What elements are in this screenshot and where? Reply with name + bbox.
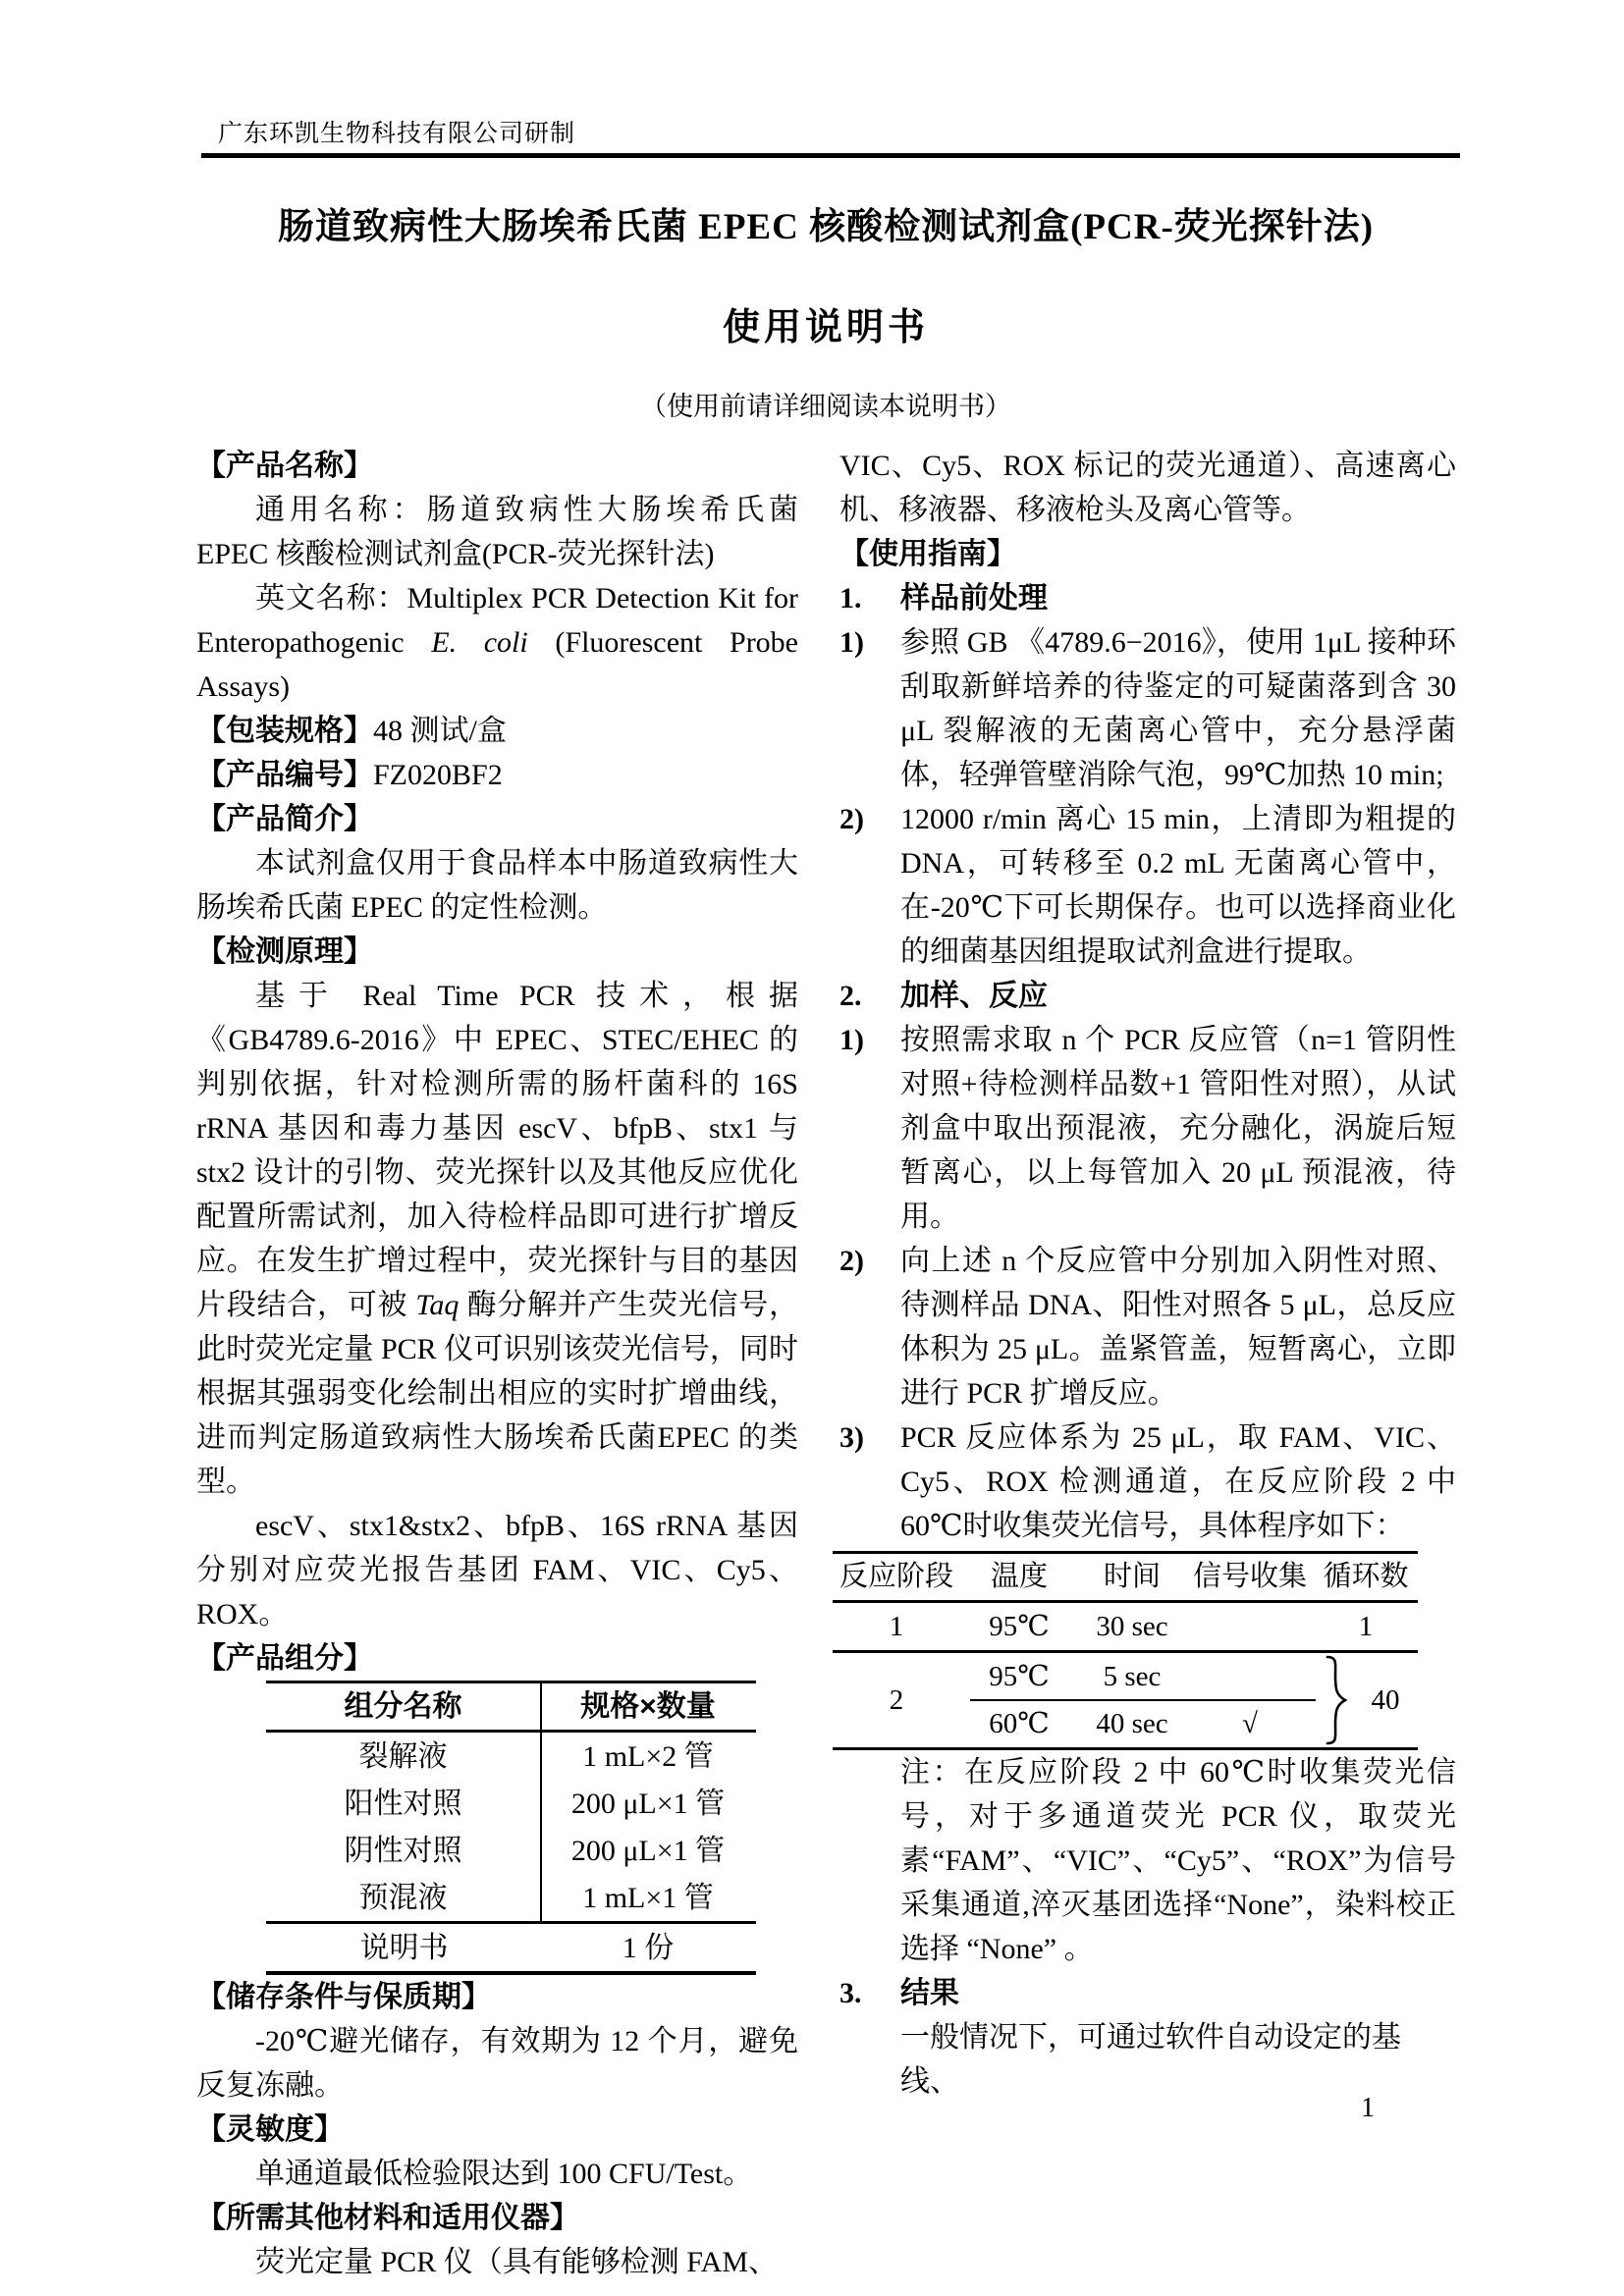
heading-product-code: 【产品编号】 xyxy=(196,759,373,791)
pcr-time-value: 30 sec xyxy=(1096,1610,1168,1642)
pcr-temp-value: 95℃ xyxy=(989,1660,1050,1692)
list-item-number: 2) xyxy=(839,1245,864,1277)
heading-sensitivity: 【灵敏度】 xyxy=(196,2113,344,2146)
principle-italic: Taq xyxy=(415,1289,460,1321)
heading-other-materials: 【所需其他材料和适用仪器】 xyxy=(196,2202,579,2234)
pcr-header-temp: 温度 xyxy=(990,1561,1048,1592)
para-results: 一般情况下，可通过软件自动设定的基线、 xyxy=(900,2021,1401,2098)
list-item xyxy=(839,797,1456,974)
heading-pack-spec: 【包装规格】 xyxy=(196,715,373,747)
page-number: 1 xyxy=(1361,2093,1375,2123)
section-results xyxy=(839,1971,1456,2015)
pcr-temp-value: 95℃ xyxy=(989,1610,1050,1642)
list-item-number: 1) xyxy=(839,626,864,659)
heading-components: 【产品组分】 xyxy=(196,1642,373,1675)
component-name: 说明书 xyxy=(359,1931,449,1964)
list-item xyxy=(839,620,1456,797)
left-column xyxy=(196,444,798,2284)
list-item-number: 1) xyxy=(839,1024,864,1056)
english-name-post: (Fluorescent Probe Assays) xyxy=(196,626,799,703)
pcr-program-table xyxy=(833,1551,1418,1750)
pcr-header-cycles: 循环数 xyxy=(1323,1561,1409,1592)
list-item-text: 12000 r/min 离心 15 min，上清即为粗提的 DNA，可转移至 0.2 mL 无菌离心管中，在-20℃下可长期保存。也可以选择商业化的细菌基因组提取试剂盒进行提取。 xyxy=(900,803,1456,968)
section-number: 2. xyxy=(839,980,862,1012)
right-column xyxy=(839,444,1456,2104)
component-spec: 200 μL×1 管 xyxy=(570,1787,726,1820)
pcr-table-stage-2 xyxy=(833,1653,1418,1747)
list-item-number: 3) xyxy=(839,1421,864,1454)
english-name-pre: 英文名称：Multiplex PCR Detection Kit for Enteropathogenic xyxy=(196,582,798,659)
list-item xyxy=(839,1415,1456,1548)
list-item-number: 2) xyxy=(839,803,864,835)
para-english-name xyxy=(196,576,798,709)
section-loading-reaction xyxy=(839,974,1456,1018)
pcr-cycles-value: 40 xyxy=(1371,1683,1400,1716)
component-name: 预混液 xyxy=(266,1874,542,1921)
para-generic-name: 通用名称：肠道致病性大肠埃希氏菌 EPEC 核酸检测试剂盒(PCR-荧光探针法) xyxy=(196,494,798,570)
components-table-header-row xyxy=(266,1683,756,1733)
component-spec: 200 μL×1 管 xyxy=(570,1834,726,1867)
table-row xyxy=(266,1780,756,1827)
components-table-footer-row xyxy=(266,1924,756,1971)
component-name: 阳性对照 xyxy=(266,1780,542,1827)
table-row xyxy=(266,1733,756,1780)
pcr-table-row-1 xyxy=(833,1603,1418,1653)
line-pack-spec xyxy=(196,709,798,753)
pcr-cycles-value: 1 xyxy=(1358,1610,1374,1642)
heading-product-name: 【产品名称】 xyxy=(196,450,373,482)
component-spec: 1 mL×1 管 xyxy=(582,1881,714,1914)
para-product-intro: 本试剂盒仅用于食品样本中肠道致病性大肠埃希氏菌 EPEC 的定性检测。 xyxy=(196,847,798,924)
para-gene-channels: escV、stx1&stx2、bfpB、16S rRNA 基因分别对应荧光报告基团 FAM、VIC、Cy5、ROX。 xyxy=(196,1510,798,1630)
section-sample-pretreatment xyxy=(839,576,1456,620)
section-number: 3. xyxy=(839,1977,862,2009)
para-other-materials: 荧光定量 PCR 仪（具有能够检测 FAM、 xyxy=(255,2246,779,2278)
components-header-spec: 规格×数量 xyxy=(580,1690,716,1723)
doc-subtitle: 使用说明书 xyxy=(722,307,929,348)
component-name: 阴性对照 xyxy=(266,1827,542,1874)
pcr-signal-value xyxy=(1186,1653,1314,1700)
pcr-time-value: 40 sec xyxy=(1096,1707,1168,1739)
pcr-signal-value xyxy=(1186,1603,1314,1650)
list-item-text: 向上述 n 个反应管中分别加入阴性对照、待测样品 DNA、阳性对照各 5 μL，总反应体积为 25 μL。盖紧管盖，短暂离心，立即进行 PCR 扩增反应。 xyxy=(900,1245,1456,1410)
table-row xyxy=(266,1827,756,1874)
pcr-signal-check: √ xyxy=(1242,1707,1258,1739)
pcr-stage2-subrow xyxy=(960,1700,1314,1747)
table-row xyxy=(266,1874,756,1924)
section-number: 1. xyxy=(839,582,862,614)
para-detection-principle xyxy=(196,974,798,1504)
list-item xyxy=(839,1239,1456,1415)
pcr-table-header-row xyxy=(833,1554,1418,1603)
principle-pre: 基于 Real Time PCR 技术，根据《GB4789.6-2016》中 EPEC、STEC/EHEC 的判别依据，针对检测所需的肠杆菌科的 16S rRNA 基因和毒力基因 escV、bfpB、stx1 与 stx2 设计的引物、荧光探针以及其他反应优化配置所需试剂，加入待检样品即可进行扩增反应。在发生扩增过程中，荧光探针与目的基因片段结合，可被 xyxy=(196,980,798,1321)
component-name: 裂解液 xyxy=(266,1733,542,1780)
section-label: 加样、反应 xyxy=(900,980,1048,1012)
pcr-temp-value: 60℃ xyxy=(989,1707,1050,1739)
value-product-code: FZ020BF2 xyxy=(373,759,503,791)
para-storage: -20℃避光储存，有效期为 12 个月，避免反复冻融。 xyxy=(196,2025,798,2102)
para-continuation: VIC、Cy5、ROX 标记的荧光通道）、高速离心机、移液器、移液枪头及离心管等。 xyxy=(839,450,1456,526)
english-name-italic: E. coli xyxy=(431,626,528,659)
component-spec: 1 mL×2 管 xyxy=(582,1739,714,1773)
pcr-time-value: 5 sec xyxy=(1103,1660,1162,1692)
list-item-text: PCR 反应体系为 25 μL，取 FAM、VIC、Cy5、ROX 检测通道，在反应阶段 2 中60℃时收集荧光信号，具体程序如下： xyxy=(900,1421,1456,1542)
principle-post: 酶分解并产生荧光信号，此时荧光定量 PCR 仪可识别该荧光信号，同时根据其强弱变化绘制出相应的实时扩增曲线，进而判定肠道致病性大肠埃希氏菌EPEC 的类型。 xyxy=(196,1289,799,1498)
list-item-text: 参照 GB 《4789.6−2016》，使用 1μL 接种环刮取新鲜培养的待鉴定的可疑菌落到含 30 μL 裂解液的无菌离心管中，充分悬浮菌体，轻弹管壁消除气泡，99℃加热 10 min; xyxy=(900,626,1456,791)
pcr-header-signal: 信号收集 xyxy=(1192,1561,1307,1592)
company-header: 广东环凯生物科技有限公司研制 xyxy=(218,121,576,147)
pcr-header-stage: 反应阶段 xyxy=(839,1561,953,1592)
heading-product-intro: 【产品简介】 xyxy=(196,803,373,835)
heading-detection-principle: 【检测原理】 xyxy=(196,935,373,968)
list-item-text: 按照需求取 n 个 PCR 反应管（n=1 管阴性对照+待检测样品数+1 管阳性对照），从试剂盒中取出预混液，充分融化，涡旋后短暂离心，以上每管加入 20 μL 预混液，待用。 xyxy=(900,1024,1456,1233)
header-rule xyxy=(201,153,1460,158)
pcr-stage-value: 1 xyxy=(889,1610,904,1642)
heading-usage-guide: 【使用指南】 xyxy=(839,538,1016,570)
doc-title: 肠道致病性大肠埃希氏菌 EPEC 核酸检测试剂盒(PCR-荧光探针法) xyxy=(277,207,1375,247)
component-spec: 1 份 xyxy=(622,1931,675,1964)
read-notice: （使用前请详细阅读本说明书） xyxy=(640,392,1011,421)
list-item xyxy=(839,1018,1456,1239)
components-table xyxy=(266,1681,756,1975)
section-label: 结果 xyxy=(900,1977,959,2009)
pcr-table-note: 注：在反应阶段 2 中 60℃时收集荧光信号，对于多通道荧光 PCR 仪，取荧光素“FAM”、“VIC”、“Cy5”、“ROX”为信号采集通道,淬灭基团选择“None”，染料校正选择 “None” 。 xyxy=(900,1756,1456,1965)
pcr-stage2-subrow xyxy=(960,1653,1314,1700)
section-label: 样品前处理 xyxy=(900,582,1048,614)
line-product-code xyxy=(196,753,798,797)
heading-storage: 【储存条件与保质期】 xyxy=(196,1981,491,2013)
pcr-header-time: 时间 xyxy=(1103,1561,1161,1592)
components-header-name: 组分名称 xyxy=(266,1683,542,1730)
para-sensitivity: 单通道最低检验限达到 100 CFU/Test。 xyxy=(255,2158,753,2190)
cycle-brace-icon xyxy=(1322,1655,1349,1745)
value-pack-spec: 48 测试/盒 xyxy=(373,715,507,747)
pcr-stage-value: 2 xyxy=(889,1683,904,1716)
